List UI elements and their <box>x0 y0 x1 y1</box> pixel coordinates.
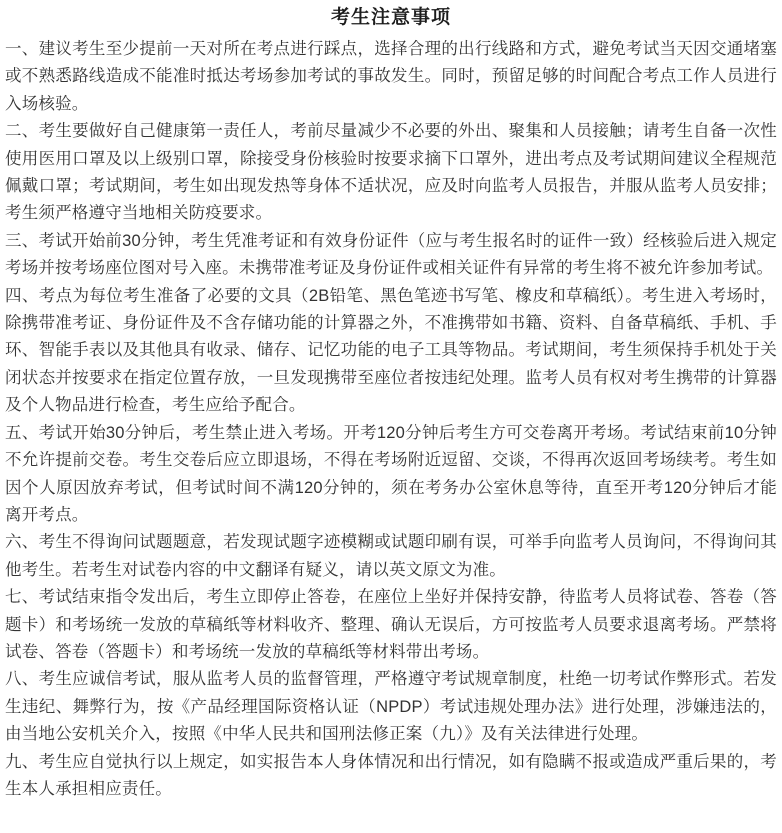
page-title: 考生注意事项 <box>330 7 451 28</box>
notice-paragraph-8: 八、考生应诚信考试，服从监考人员的监督管理，严格遵守考试规章制度，杜绝一切考试作弊形式。若发生违纪、舞弊行为，按《产品经理国际资格认证（NPDP）考试违规处理办法》进行处理，涉嫌违法的，由当地公安机关介入，按照《中华人民共和国刑法修正案（九）》及有关法律进行处理。 <box>5 670 777 744</box>
notice-paragraph-4: 四、考点为每位考生准备了必要的文具（2B铅笔、黑色笔迹书写笔、橡皮和草稿纸）。考生进入考场时，除携带准考证、身份证件及不含存储功能的计算器之外，不准携带如书籍、资料、自备草稿纸、手机、手环、智能手表以及其他具有收录、储存、记忆功能的电子工具等物品。考试期间，考生须保持手机处于关闭状态并按要求在指定位置存放，一旦发现携带至座位者按违纪处理。监考人员有权对考生携带的计算器及个人物品进行检查，考生应给予配合。 <box>5 286 777 415</box>
notice-paragraph-9: 九、考生应自觉执行以上规定，如实报告本人身体情况和出行情况，如有隐瞒不报或造成严重后果的，考生本人承担相应责任。 <box>5 752 777 798</box>
notice-paragraph-3: 三、考试开始前30分钟，考生凭准考证和有效身份证件（应与考生报名时的证件一致）经核验后进入规定考场并按考场座位图对号入座。未携带准考证及身份证件或相关证件有异常的考生将不被允许参加考试。 <box>5 231 777 278</box>
notice-paragraph-2: 二、考生要做好自己健康第一责任人，考前尽量减少不必要的外出、聚集和人员接触；请考生自备一次性使用医用口罩及以上级别口罩，除接受身份核验时按要求摘下口罩外，进出考点及考试期间建议全程规范佩戴口罩；考试期间，考生如出现发热等身体不适状况，应及时向监考人员报告，并服从监考人员安排；考生须严格遵守当地相关防疫要求。 <box>5 122 777 223</box>
notice-paragraph-6: 六、考生不得询问试题题意，若发现试题字迹模糊或试题印刷有误，可举手向监考人员询问，不得询问其他考生。若考生对试卷内容的中文翻译有疑义，请以英文原文为准。 <box>5 533 777 579</box>
notice-paragraph-7: 七、考试结束指令发出后，考生立即停止答卷，在座位上坐好并保持安静，待监考人员将试卷、答卷（答题卡）和考场统一发放的草稿纸等材料收齐、整理、确认无误后，方可按监考人员要求退离考场。严禁将试卷、答卷（答题卡）和考场统一发放的草稿纸等材料带出考场。 <box>5 588 777 661</box>
notice-paragraph-5: 五、考试开始30分钟后，考生禁止进入考场。开考120分钟后考生方可交卷离开考场。考试结束前10分钟不允许提前交卷。考生交卷后应立即退场，不得在考场附近逗留、交谈，不得再次返回考场续考。考生如因个人原因放弃考试，但考试时间不满120分钟的，须在考务办公室休息等待，直至开考120分钟后才能离开考点。 <box>5 423 777 524</box>
notice-paragraph-1: 一、建议考生至少提前一天对所在考点进行踩点，选择合理的出行线路和方式，避免考试当天因交通堵塞或不熟悉路线造成不能准时抵达考场参加考试的事故发生。同时，预留足够的时间配合考点工作人员进行入场核验。 <box>5 40 777 113</box>
